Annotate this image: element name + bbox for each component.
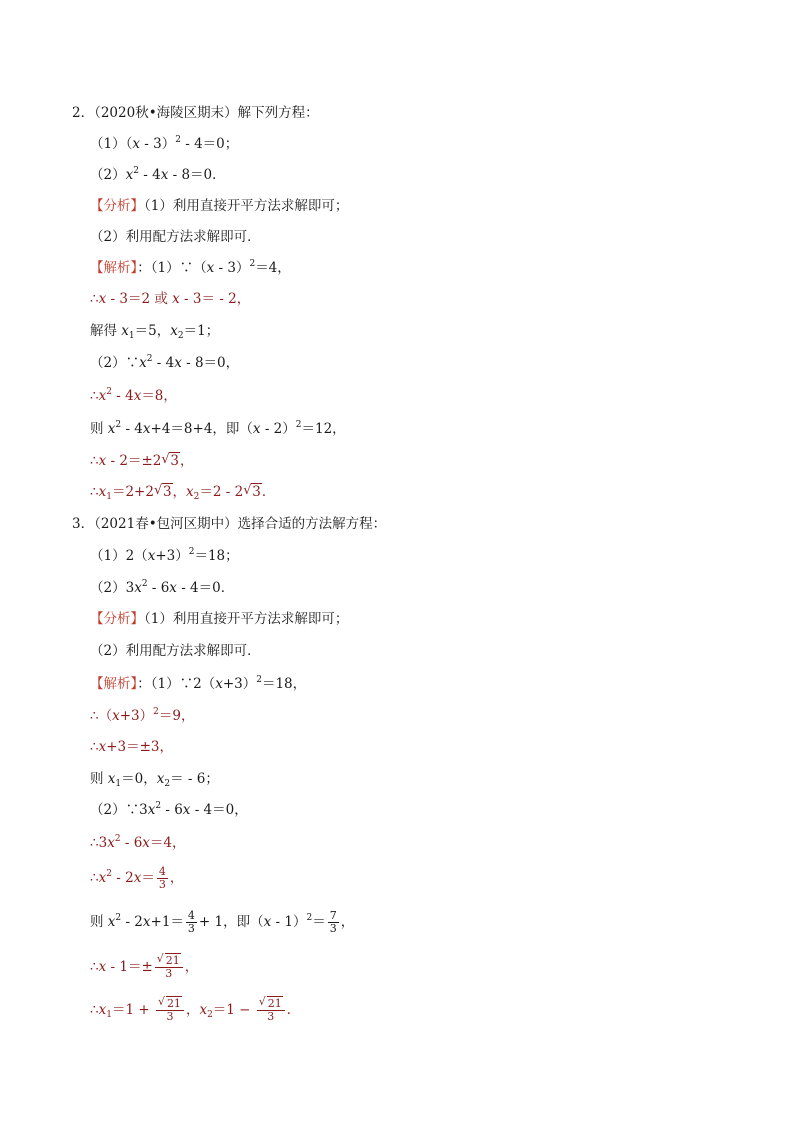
problem-3-solution-9: ∴x - 1＝± √ $\frac{21}{3}$ ， xyxy=(90,955,198,977)
problem-2-analysis-1: 【分析】（1）利用直接开平方法求解即可； xyxy=(90,198,349,214)
problem-3-equation-1: $(1)2(x+3)^2=18$； xyxy=(90,547,239,564)
problem-3-solution-7: $\therefore x^2 - 2x=$ $\frac{4}{3}$ ， xyxy=(90,865,184,891)
problem-3-solution-6: $\therefore 3x^2 - 6x=4$， xyxy=(90,834,186,851)
problem-3-analysis-1: 【分析】（1）利用直接开平方法求解即可； xyxy=(90,611,349,627)
problem-3-equation-2: $(2)3x^2 - 6x - 4=0$． xyxy=(90,579,235,596)
solution-tag: 【解析】 xyxy=(90,260,138,276)
problem-3-solution-4: 则 $x_1=0$，$x_2= - 6$； xyxy=(90,771,219,789)
problem-2-solution-5: $\therefore x^2 - 4x=8$， xyxy=(90,387,177,404)
problem-2-solution-2: ∴x - 3＝2 或 x - 3＝ - 2， xyxy=(90,291,251,307)
problem-3-solution-3: ∴x+3＝±3， xyxy=(90,739,174,755)
solution-tag: 【解析】 xyxy=(90,676,138,692)
problem-3-solution-8: 则 $x^2 - 2x+1=$ $\frac{4}{3}$ + 1，即（x - 1）$^2$＝ $\frac{7}{3}$ ， xyxy=(90,909,355,935)
problem-3-statement: 3．（2021春•包河区期中）选择合适的方法解方程： xyxy=(72,516,387,532)
fraction: √ $\frac{21}{3}$ xyxy=(155,955,183,980)
problem-2-analysis-2: （2）利用配方法求解即可． xyxy=(90,229,261,245)
fraction: $\frac{4}{3}$ xyxy=(158,865,166,891)
problem-3-solution-10: $\therefore x_1=1$ + √ $\frac{21}{3}$ ，$x_2=1$ − √ $\frac{21}{3}$ ． xyxy=(90,998,300,1020)
fraction: √ $\frac{21}{3}$ xyxy=(156,998,184,1023)
problem-2-solution-7: ∴x - 2＝±2√ 3， xyxy=(90,450,193,472)
analysis-tag: 【分析】 xyxy=(90,611,144,627)
problem-2-solution-6: 则 $x^2 - 4x+4=8+4$，即（x - 2）$^2$＝12， xyxy=(90,420,346,437)
problem-2-statement: 2．（2020秋•海陵区期末）解下列方程： xyxy=(72,105,319,121)
problem-3-analysis-2: （2）利用配方法求解即可． xyxy=(90,643,261,659)
problem-2-solution-3: 解得 $x_1=5$，$x_2=1$； xyxy=(90,323,220,341)
fraction: $\frac{7}{3}$ xyxy=(329,909,337,935)
problem-2-equation-2: $(2)x^2 - 4x - 8=0$． xyxy=(90,166,226,183)
problem-2-equation-1: （1）（x - 3）$^2$ - 4＝0； xyxy=(90,135,239,152)
problem-2-solution-1: 【解析】：（1）∵（x - 3）$^2$＝4， xyxy=(90,259,291,276)
fraction: $\frac{4}{3}$ xyxy=(187,909,195,935)
fraction: √ $\frac{21}{3}$ xyxy=(257,998,285,1023)
analysis-tag: 【分析】 xyxy=(90,198,144,214)
problem-3-solution-5: $(2)\because 3x^2 - 6x - 4=0$， xyxy=(90,801,248,818)
problem-3-solution-1: 【解析】：$(1)\because 2(x+3)^2=18$， xyxy=(90,675,307,692)
problem-2-solution-4: $(2)\because x^2 - 4x - 8=0$， xyxy=(90,354,240,371)
problem-3-solution-2: $\therefore(x+3)^2=9$， xyxy=(90,707,195,724)
problem-2-solution-8: $\therefore x_1=2+2√$ 3，$x_2=2 - 2√$ 3． xyxy=(90,481,275,503)
